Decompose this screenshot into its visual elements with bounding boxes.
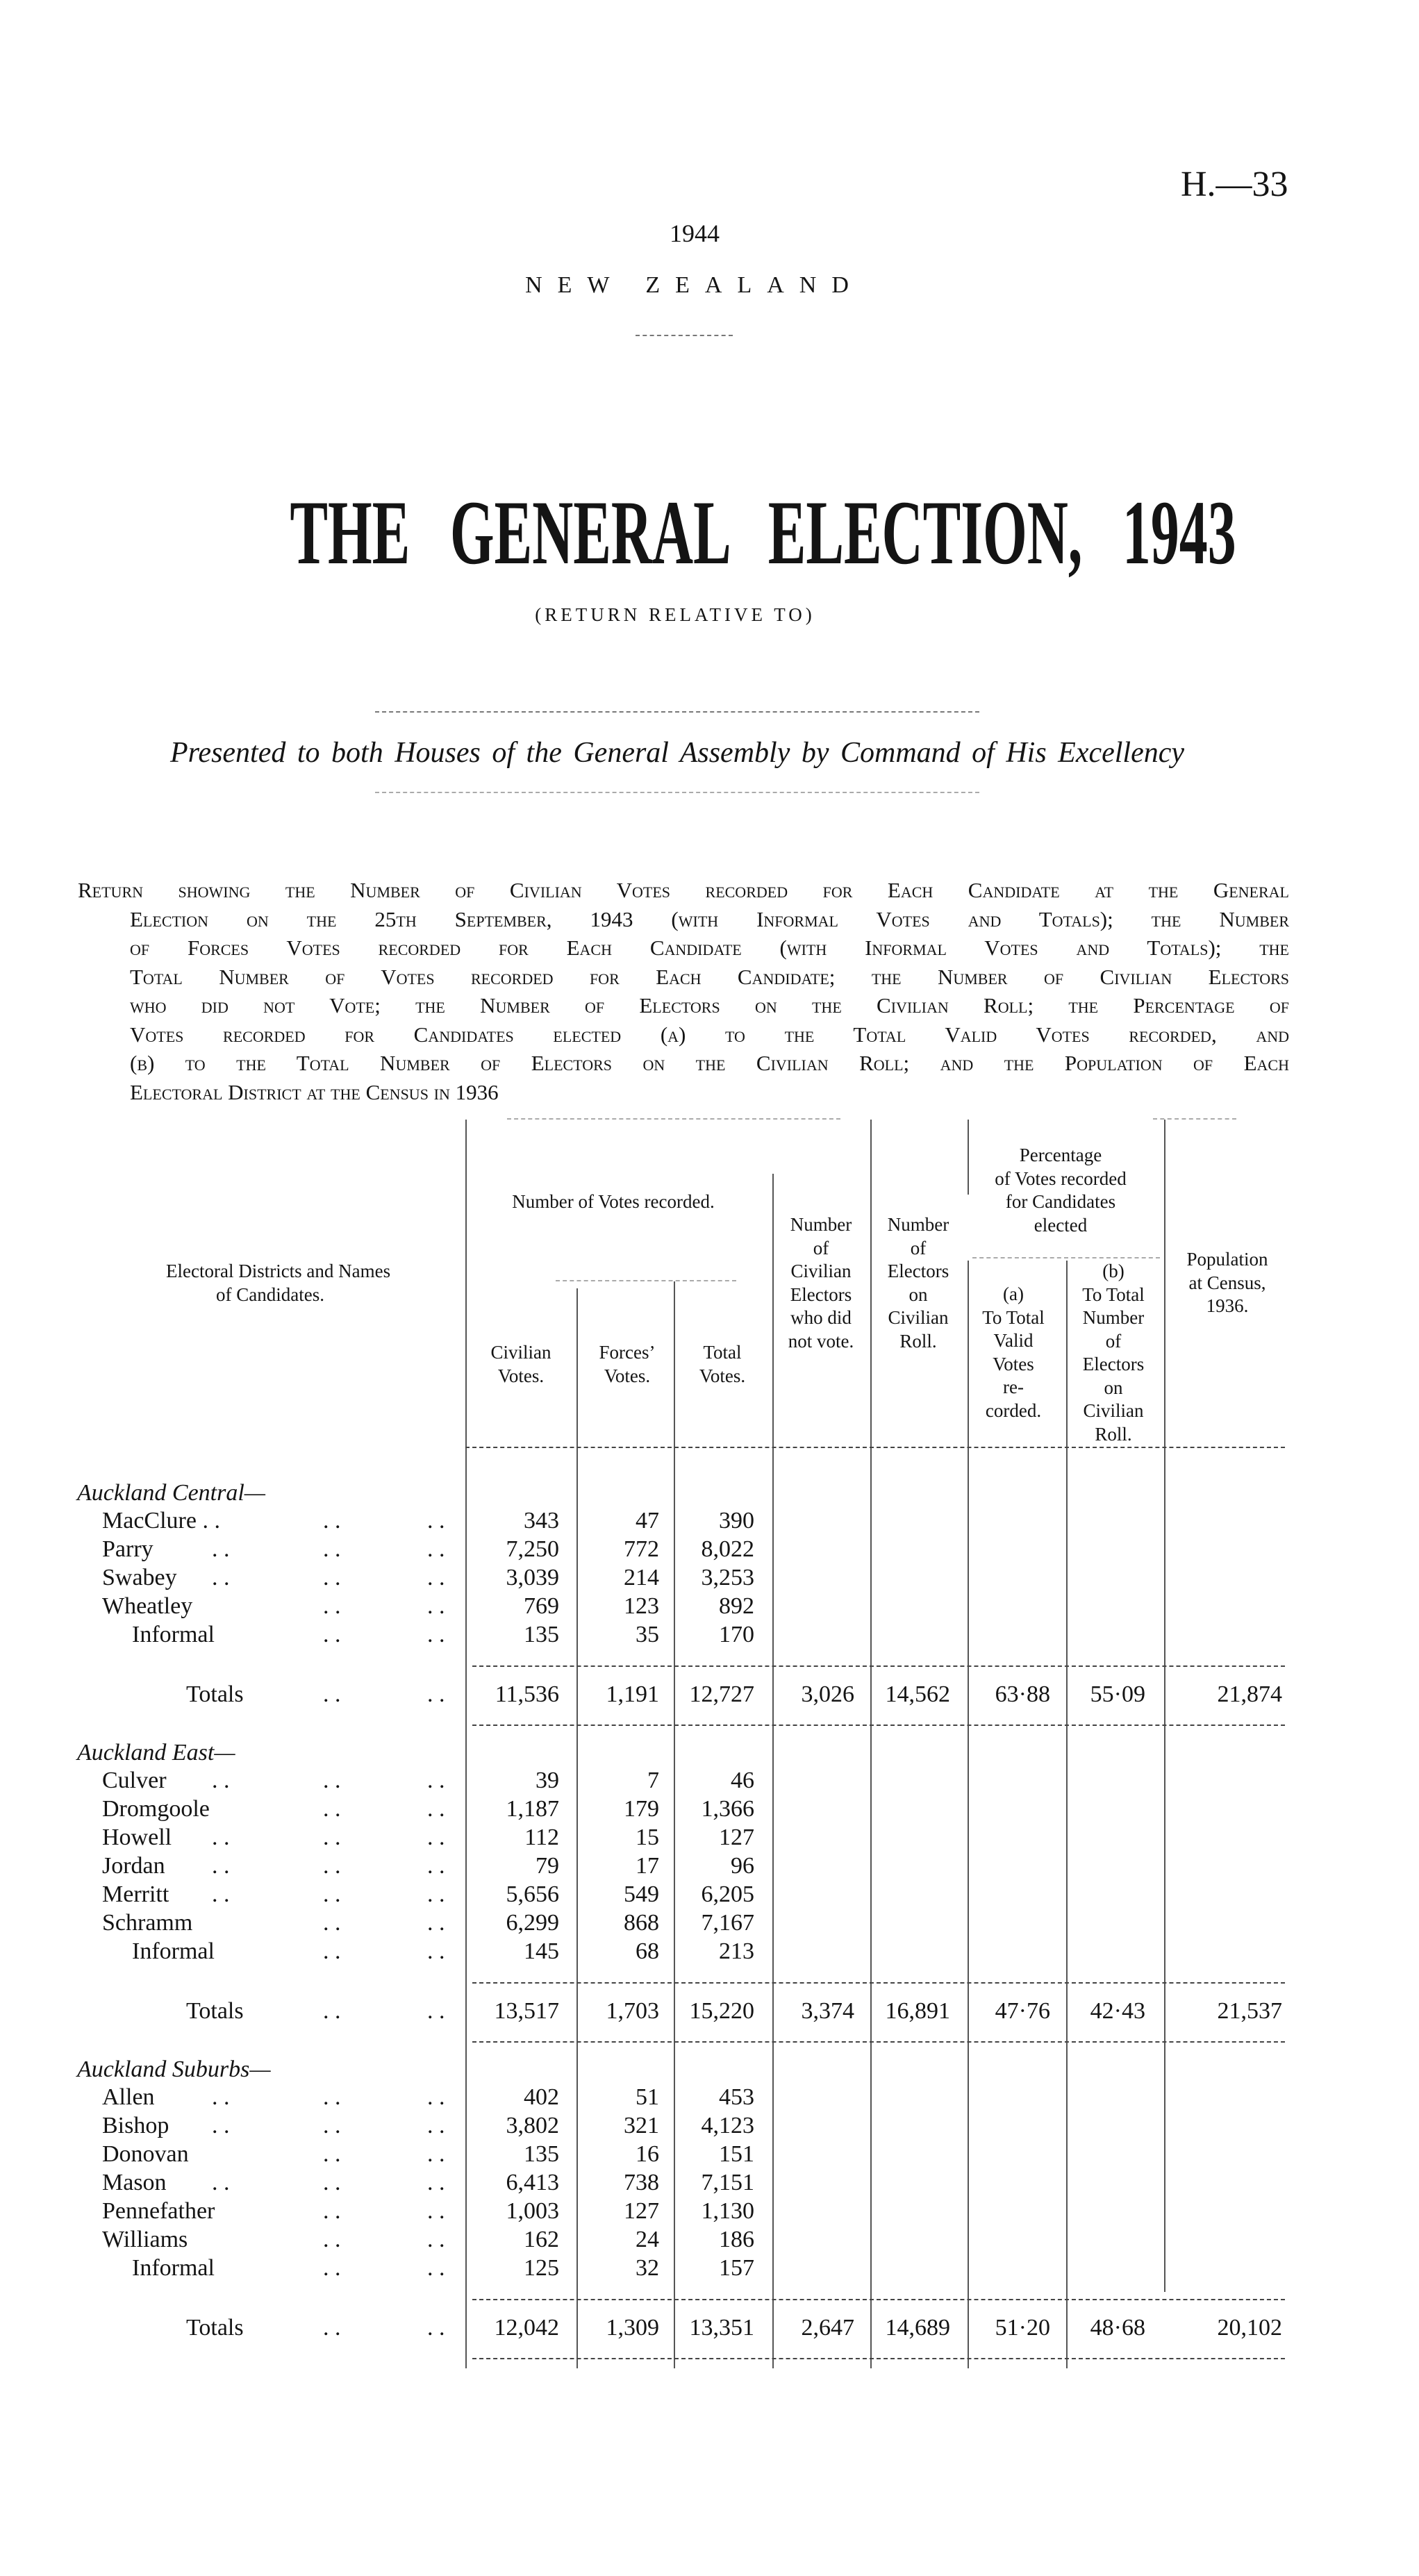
cell-population: 20,102: [1217, 2315, 1282, 2341]
header-pct-b: Number: [1082, 1307, 1145, 1328]
header-not-voted: not vote.: [788, 1330, 854, 1352]
cell-civilian: 5,656: [506, 1881, 559, 1907]
totals-label: Totals: [186, 1681, 244, 1707]
divider: [636, 335, 733, 336]
header-not-voted: Number: [790, 1214, 852, 1235]
cell-roll: 16,891: [885, 1998, 950, 2024]
column-divider: [968, 1261, 969, 2368]
dot-leader: . .: [323, 1565, 341, 1590]
dot-leader: . .: [212, 2113, 230, 2138]
cell-civilian: 7,250: [506, 1536, 559, 1562]
header-roll: Roll.: [899, 1330, 937, 1352]
cell-total: 186: [719, 2227, 754, 2252]
candidate-name: Wheatley: [102, 1593, 193, 1619]
header-population: at Census,: [1188, 1272, 1266, 1293]
candidate-name: Jordan: [102, 1853, 165, 1879]
column-divider: [772, 1174, 774, 2368]
cell-civilian: 6,413: [506, 2170, 559, 2195]
cell-total: 46: [731, 1768, 754, 1793]
cell-total: 892: [719, 1593, 754, 1619]
cell-forces: 772: [624, 1536, 659, 1562]
cell-civilian: 79: [536, 1853, 559, 1879]
dot-leader: . .: [323, 2255, 341, 2281]
description-line: who did not Vote; the Number of Electors on the Civilian Roll; the Percentage of: [130, 993, 1289, 1017]
header-names: of Candidates.: [216, 1283, 324, 1305]
cell-civilian: 135: [524, 1622, 559, 1647]
dot-leader: . .: [427, 2315, 445, 2341]
description-line: Election on the 25th September, 1943 (with Informal Votes and Totals); the Number: [130, 906, 1289, 931]
cell-total: 7,151: [701, 2170, 754, 2195]
header-pct-a: Votes: [993, 1353, 1034, 1374]
cell-total: 1,366: [701, 1796, 754, 1822]
header-pct-a: Valid: [993, 1330, 1034, 1351]
candidate-name: Dromgoole: [102, 1796, 210, 1822]
header-not-voted: who did: [790, 1307, 852, 1328]
country-heading: NEW ZEALAND: [525, 272, 864, 298]
cell-total: 151: [719, 2141, 754, 2167]
header-total: Total: [703, 1342, 742, 1363]
presented-line: Presented to both Houses of the General Assembly by Command of His Excellency: [169, 737, 1185, 769]
dot-leader: . .: [323, 1768, 341, 1793]
header-forces: Votes.: [604, 1365, 651, 1386]
dot-leader: . .: [427, 1853, 445, 1879]
dot-leader: . .: [212, 2084, 230, 2110]
header-not-voted: Civilian: [790, 1261, 852, 1281]
publication-year: 1944: [670, 219, 720, 247]
header-roll: Civilian: [888, 1307, 949, 1328]
informal-label: Informal: [132, 2255, 215, 2281]
dot-leader: . .: [323, 1622, 341, 1647]
cell-total: 13,351: [689, 2315, 754, 2341]
cell-forces: 127: [624, 2198, 659, 2224]
dot-leader: . .: [212, 1565, 230, 1590]
dot-leader: . .: [323, 2084, 341, 2110]
dot-leader: . .: [212, 1536, 230, 1562]
cell-civilian: 343: [524, 1508, 559, 1534]
cell-total: 96: [731, 1853, 754, 1879]
dot-leader: . .: [323, 1681, 341, 1707]
cell-forces: 35: [636, 1622, 659, 1647]
cell-roll: 14,562: [885, 1681, 950, 1707]
cell-total: 8,022: [701, 1536, 754, 1562]
header-pct-group: for Candidates: [1005, 1191, 1116, 1212]
cell-forces: 7: [647, 1768, 659, 1793]
row-divider: [465, 1447, 1285, 1448]
cell-roll: 14,689: [885, 2315, 950, 2341]
header-pct-b: Roll.: [1095, 1423, 1132, 1445]
cell-forces: 868: [624, 1910, 659, 1936]
cell-forces: 51: [636, 2084, 659, 2110]
cell-forces: 47: [636, 1508, 659, 1534]
cell-pct-b: 48·68: [1090, 2315, 1145, 2341]
cell-pct-a: 51·20: [995, 2315, 1050, 2341]
dot-leader: . .: [323, 2141, 341, 2167]
dot-leader: . .: [427, 1565, 445, 1590]
dot-leader: . .: [323, 2198, 341, 2224]
candidate-name: Culver: [102, 1768, 167, 1793]
cell-forces: 16: [636, 2141, 659, 2167]
totals-label: Totals: [186, 1998, 244, 2024]
cell-civilian: 135: [524, 2141, 559, 2167]
header-votes-group: Number of Votes recorded.: [512, 1191, 715, 1212]
cell-civilian: 6,299: [506, 1910, 559, 1936]
cell-pct-a: 47·76: [995, 1998, 1050, 2024]
cell-civilian: 13,517: [494, 1998, 559, 2024]
cell-forces: 179: [624, 1796, 659, 1822]
dot-leader: . .: [323, 1508, 341, 1534]
divider: [375, 711, 979, 713]
candidate-name: Parry: [102, 1536, 153, 1562]
description-line: Votes recorded for Candidates elected (a) to the Total Valid Votes recorded, and: [130, 1022, 1289, 1047]
cell-total: 157: [719, 2255, 754, 2281]
header-names: Electoral Districts and Names: [166, 1261, 391, 1281]
cell-civilian: 39: [536, 1768, 559, 1793]
cell-civilian: 3,802: [506, 2113, 559, 2138]
dot-leader: . .: [427, 1998, 445, 2024]
candidate-name: Pennefather: [102, 2198, 215, 2224]
cell-forces: 32: [636, 2255, 659, 2281]
dot-leader: . .: [427, 2198, 445, 2224]
header-civilian: Votes.: [497, 1365, 545, 1386]
cell-forces: 15: [636, 1825, 659, 1850]
dot-leader: . .: [427, 2084, 445, 2110]
district-heading: Auckland Central—: [77, 1480, 266, 1506]
dot-leader: . .: [323, 1938, 341, 1964]
dot-leader: . .: [323, 2170, 341, 2195]
cell-civilian: 1,187: [506, 1796, 559, 1822]
cell-forces: 24: [636, 2227, 659, 2252]
district-heading: Auckland East—: [77, 1740, 235, 1765]
cell-forces: 1,309: [606, 2315, 659, 2341]
cell-not-voted: 3,374: [801, 1998, 854, 2024]
informal-label: Informal: [132, 1938, 215, 1964]
dot-leader: . .: [323, 2113, 341, 2138]
cell-forces: 68: [636, 1938, 659, 1964]
description-line: of Forces Votes recorded for Each Candidate (with Informal Votes and Totals); the: [130, 936, 1289, 960]
description-line: (b) to the Total Number of Electors on the Civilian Roll; and the Population of Each: [130, 1051, 1289, 1075]
dot-leader: . .: [212, 2170, 230, 2195]
dot-leader: . .: [323, 1593, 341, 1619]
cell-total: 390: [719, 1508, 754, 1534]
dot-leader: . .: [427, 1910, 445, 1936]
header-roll: Electors: [887, 1261, 949, 1281]
cell-pct-a: 63·88: [995, 1681, 1050, 1707]
cell-not-voted: 2,647: [801, 2315, 854, 2341]
cell-total: 4,123: [701, 2113, 754, 2138]
header-pct-group: Percentage: [1019, 1145, 1102, 1165]
header-pct-b: Civilian: [1083, 1400, 1144, 1421]
cell-total: 1,130: [701, 2198, 754, 2224]
page-reference: H.—33: [1181, 165, 1288, 204]
header-roll: on: [908, 1283, 928, 1305]
description-line: Return showing the Number of Civilian Votes recorded for Each Candidate at the General: [78, 878, 1289, 902]
header-pct-b: (b): [1102, 1261, 1125, 1281]
dot-leader: . .: [212, 1825, 230, 1850]
cell-pct-b: 42·43: [1090, 1998, 1145, 2024]
row-divider: [1153, 1118, 1236, 1120]
dot-leader: . .: [427, 2141, 445, 2167]
dot-leader: . .: [323, 1853, 341, 1879]
cell-forces: 1,191: [606, 1681, 659, 1707]
header-not-voted: of: [813, 1237, 829, 1258]
row-divider: [472, 2299, 1285, 2300]
dot-leader: . .: [323, 1536, 341, 1562]
row-divider: [472, 2041, 1285, 2043]
cell-civilian: 1,003: [506, 2198, 559, 2224]
cell-forces: 17: [636, 1853, 659, 1879]
dot-leader: . .: [427, 2255, 445, 2281]
candidate-name: Donovan: [102, 2141, 189, 2167]
dot-leader: . .: [427, 1796, 445, 1822]
header-roll: of: [910, 1237, 927, 1258]
dot-leader: . .: [323, 1881, 341, 1907]
totals-label: Totals: [186, 2315, 244, 2341]
dot-leader: . .: [427, 1593, 445, 1619]
dot-leader: . .: [323, 1796, 341, 1822]
dot-leader: . .: [323, 2315, 341, 2341]
header-pct-group: of Votes recorded: [995, 1167, 1127, 1189]
informal-label: Informal: [132, 1622, 215, 1647]
header-pct-b: on: [1104, 1377, 1123, 1398]
header-pct-b: To Total: [1082, 1283, 1145, 1305]
header-pct-b: Electors: [1082, 1354, 1145, 1374]
cell-total: 7,167: [701, 1910, 754, 1936]
cell-total: 3,253: [701, 1565, 754, 1590]
column-divider: [968, 1120, 969, 1195]
cell-total: 453: [719, 2084, 754, 2110]
dot-leader: . .: [212, 1853, 230, 1879]
cell-population: 21,537: [1217, 1998, 1282, 2024]
cell-total: 12,727: [689, 1681, 754, 1707]
cell-civilian: 11,536: [495, 1681, 559, 1707]
dot-leader: . .: [212, 1768, 230, 1793]
cell-forces: 1,703: [606, 1998, 659, 2024]
header-pct-group: elected: [1034, 1214, 1088, 1236]
header-forces: Forces’: [599, 1342, 656, 1363]
candidate-name: Howell: [102, 1825, 172, 1850]
header-civilian: Civilian: [490, 1342, 551, 1363]
column-divider: [1066, 1261, 1068, 2368]
header-total: Votes.: [699, 1365, 746, 1386]
cell-forces: 549: [624, 1881, 659, 1907]
header-population: Population: [1186, 1249, 1268, 1270]
dot-leader: . .: [427, 1536, 445, 1562]
cell-forces: 321: [624, 2113, 659, 2138]
dot-leader: . .: [212, 1881, 230, 1907]
candidate-name: MacClure . .: [102, 1508, 220, 1534]
cell-civilian: 769: [524, 1593, 559, 1619]
cell-total: 15,220: [689, 1998, 754, 2024]
header-not-voted: Electors: [790, 1283, 852, 1305]
cell-civilian: 3,039: [506, 1565, 559, 1590]
cell-forces: 214: [624, 1565, 659, 1590]
cell-pct-b: 55·09: [1090, 1681, 1145, 1707]
dot-leader: . .: [323, 1998, 341, 2024]
header-pct-a: To Total: [982, 1306, 1045, 1328]
district-heading: Auckland Suburbs—: [77, 2056, 271, 2082]
cell-total: 170: [719, 1622, 754, 1647]
cell-civilian: 402: [524, 2084, 559, 2110]
header-pct-a: re-: [1003, 1377, 1024, 1397]
cell-civilian: 112: [524, 1825, 559, 1850]
header-pct-b: of: [1105, 1330, 1122, 1352]
candidate-name: Williams: [102, 2227, 188, 2252]
dot-leader: . .: [427, 2113, 445, 2138]
dot-leader: . .: [323, 2227, 341, 2252]
candidate-name: Schramm: [102, 1910, 193, 1936]
row-divider: [472, 1725, 1285, 1726]
header-population: 1936.: [1206, 1295, 1249, 1316]
header-roll: Number: [887, 1214, 949, 1235]
row-divider: [507, 1118, 840, 1120]
document-subtitle: (RETURN RELATIVE TO): [535, 604, 815, 625]
dot-leader: . .: [427, 1768, 445, 1793]
cell-total: 127: [719, 1825, 754, 1850]
row-divider: [472, 1982, 1285, 1984]
cell-population: 21,874: [1217, 1681, 1282, 1707]
header-pct-a: (a): [1003, 1283, 1024, 1304]
cell-total: 6,205: [701, 1881, 754, 1907]
description-line: Electoral District at the Census in 1936: [130, 1079, 499, 1104]
candidate-name: Swabey: [102, 1565, 177, 1590]
cell-civilian: 145: [524, 1938, 559, 1964]
dot-leader: . .: [427, 1938, 445, 1964]
header-pct-a: corded.: [985, 1399, 1042, 1421]
row-divider: [472, 1665, 1285, 1667]
dot-leader: . .: [323, 1825, 341, 1850]
cell-civilian: 162: [524, 2227, 559, 2252]
dot-leader: . .: [427, 2227, 445, 2252]
row-divider: [556, 1280, 736, 1281]
row-divider: [972, 1257, 1160, 1258]
row-divider: [472, 2358, 1285, 2359]
dot-leader: . .: [427, 1508, 445, 1534]
candidate-name: Allen: [102, 2084, 155, 2110]
dot-leader: . .: [427, 2170, 445, 2195]
cell-forces: 738: [624, 2170, 659, 2195]
description-line: Total Number of Votes recorded for Each Candidate; the Number of Civilian Electors: [130, 964, 1289, 989]
candidate-name: Bishop: [102, 2113, 169, 2138]
cell-civilian: 125: [524, 2255, 559, 2281]
dot-leader: . .: [427, 1881, 445, 1907]
dot-leader: . .: [323, 1910, 341, 1936]
candidate-name: Mason: [102, 2170, 167, 2195]
cell-civilian: 12,042: [494, 2315, 559, 2341]
candidate-name: Merritt: [102, 1881, 169, 1907]
dot-leader: . .: [427, 1681, 445, 1707]
cell-not-voted: 3,026: [801, 1681, 854, 1707]
dot-leader: . .: [427, 1825, 445, 1850]
column-divider: [870, 1120, 872, 2368]
cell-total: 213: [719, 1938, 754, 1964]
document-title: [0, 479, 1368, 585]
divider: [375, 792, 979, 793]
document-title-text: THE GENERAL ELECTION, 1943: [290, 481, 1236, 583]
cell-forces: 123: [624, 1593, 659, 1619]
dot-leader: . .: [427, 1622, 445, 1647]
